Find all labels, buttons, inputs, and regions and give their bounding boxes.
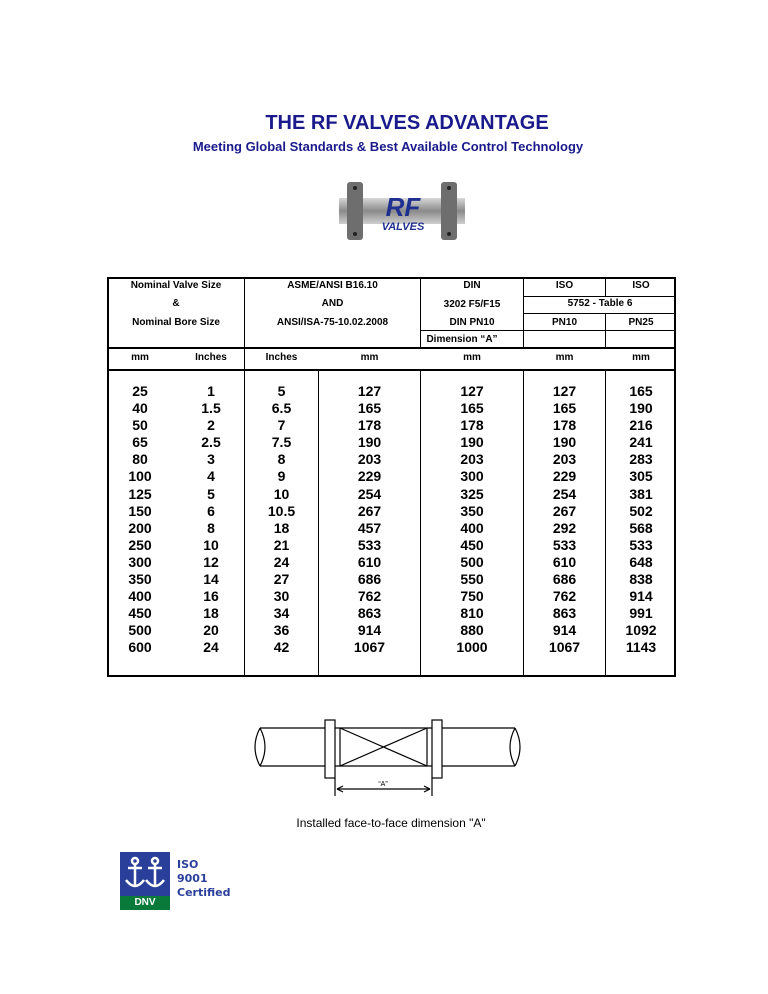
table-cell: 381 xyxy=(629,485,653,502)
table-cell: 10 xyxy=(273,485,290,502)
col-mm xyxy=(108,383,172,657)
col-iso-pn10-mm xyxy=(524,383,605,657)
table-cell: 5 xyxy=(207,485,215,502)
table-cell: 267 xyxy=(552,502,577,519)
table-cell: 863 xyxy=(552,605,577,622)
hdr-dimension: Dimension “A” xyxy=(426,334,498,345)
valve-diagram xyxy=(245,716,530,798)
table-cell: 20 xyxy=(203,622,219,639)
table-cell: 24 xyxy=(203,639,219,656)
table-cell: 25 xyxy=(132,383,148,399)
table-cell: 178 xyxy=(357,417,382,434)
hdr-iso-b: ISO xyxy=(632,280,650,291)
table-cell: 914 xyxy=(552,622,577,639)
table-cell: 325 xyxy=(460,485,484,502)
hdr-iso-table: 5752 - Table 6 xyxy=(567,298,633,309)
table-cell: 686 xyxy=(357,571,382,588)
iso-split-rule xyxy=(523,296,676,297)
table-cell: 300 xyxy=(128,553,152,570)
hdr-nominal-3: Nominal Bore Size xyxy=(132,317,220,328)
table-cell: 400 xyxy=(128,588,152,605)
table-cell: 2 xyxy=(207,417,215,434)
table-cell: 762 xyxy=(552,588,577,605)
table-cell: 880 xyxy=(460,622,484,639)
table-cell: 810 xyxy=(460,605,484,622)
table-cell: 203 xyxy=(552,451,577,468)
hdr-iso-a: ISO xyxy=(555,280,574,291)
table-cell: 533 xyxy=(629,536,653,553)
page-title: THE RF VALVES ADVANTAGE xyxy=(265,112,549,134)
unit-mm-1: mm xyxy=(131,352,149,363)
table-cell: 229 xyxy=(357,468,382,485)
table-units-rule xyxy=(107,369,676,371)
table-cell: 610 xyxy=(357,553,382,570)
iso-line: ISO xyxy=(177,858,199,871)
table-cell: 127 xyxy=(552,383,577,399)
table-header-rule xyxy=(107,347,676,349)
table-cell: 4 xyxy=(207,468,215,485)
table-cell: 190 xyxy=(357,434,382,451)
table-cell: 1143 xyxy=(625,639,657,656)
unit-mm-4: mm xyxy=(555,352,574,363)
unit-mm-2: mm xyxy=(360,352,379,363)
table-cell: 305 xyxy=(629,468,653,485)
table-cell: 838 xyxy=(629,571,653,588)
unit-mm-3: mm xyxy=(463,352,481,363)
table-cell: 27 xyxy=(273,571,290,588)
table-cell: 568 xyxy=(629,519,653,536)
table-cell: 502 xyxy=(629,502,653,519)
table-cell: 1067 xyxy=(548,639,581,656)
table-cell: 5 xyxy=(277,383,286,399)
table-cell: 30 xyxy=(273,588,290,605)
table-cell: 125 xyxy=(128,485,152,502)
table-cell: 533 xyxy=(357,536,382,553)
table-cell: 7 xyxy=(277,417,286,434)
table-cell: 34 xyxy=(273,605,290,622)
table-cell: 36 xyxy=(273,622,290,639)
table-cell: 283 xyxy=(629,451,653,468)
col-iso-pn25-mm xyxy=(606,383,676,657)
table-cell: 750 xyxy=(460,588,484,605)
table-cell: 450 xyxy=(460,536,484,553)
table-cell: 229 xyxy=(552,468,577,485)
unit-mm-5: mm xyxy=(632,352,650,363)
table-cell: 550 xyxy=(460,571,484,588)
table-cell: 50 xyxy=(132,417,148,434)
logo-text-top: RF xyxy=(385,192,421,222)
table-cell: 216 xyxy=(629,417,653,434)
table-cell: 450 xyxy=(128,605,152,622)
table-cell: 190 xyxy=(629,400,653,417)
table-cell: 610 xyxy=(552,553,577,570)
table-cell: 165 xyxy=(460,400,484,417)
table-cell: 8 xyxy=(207,519,215,536)
table-cell: 42 xyxy=(273,639,290,656)
table-cell: 6 xyxy=(207,502,215,519)
table-cell: 150 xyxy=(128,502,152,519)
table-cell: 267 xyxy=(357,502,382,519)
col-asme-mm xyxy=(319,383,420,657)
table-cell: 6.5 xyxy=(271,400,292,417)
hdr-din-2: 3202 F5/F15 xyxy=(443,299,501,310)
table-cell: 350 xyxy=(128,571,152,588)
hdr-iso-pn25: PN25 xyxy=(628,317,654,328)
table-cell: 3 xyxy=(207,451,215,468)
hdr-din-1: DIN xyxy=(463,280,481,291)
unit-inches-2: Inches xyxy=(265,352,298,363)
col-din-mm xyxy=(421,383,523,657)
rf-valves-logo xyxy=(333,178,471,244)
table-cell: 21 xyxy=(273,536,290,553)
table-cell: 9 xyxy=(277,468,286,485)
hdr-asme-2: AND xyxy=(321,298,344,309)
table-cell: 40 xyxy=(132,400,148,417)
table-cell: 24 xyxy=(273,553,290,570)
table-cell: 1092 xyxy=(625,622,657,639)
table-cell: 254 xyxy=(552,485,577,502)
certified-line: Certified xyxy=(177,886,231,899)
table-cell: 8 xyxy=(277,451,286,468)
iso-split-rule-2 xyxy=(523,313,676,314)
table-cell: 7.5 xyxy=(271,434,292,451)
table-cell: 18 xyxy=(203,605,219,622)
table-cell: 100 xyxy=(128,468,152,485)
table-cell: 178 xyxy=(460,417,484,434)
dnv-iso-badge xyxy=(120,852,240,908)
hdr-asme-3: ANSI/ISA-75-10.02.2008 xyxy=(276,317,389,328)
hdr-asme-1: ASME/ANSI B16.10 xyxy=(287,280,378,291)
table-cell: 300 xyxy=(460,468,484,485)
unit-inches-1: Inches xyxy=(195,352,227,363)
iso-number: 9001 xyxy=(177,872,208,885)
hdr-nominal-1: Nominal Valve Size xyxy=(130,280,222,291)
table-cell: 254 xyxy=(357,485,382,502)
table-cell: 914 xyxy=(357,622,382,639)
hdr-din-3: DIN PN10 xyxy=(449,317,495,328)
table-cell: 241 xyxy=(629,434,653,451)
table-cell: 80 xyxy=(132,451,148,468)
table-cell: 127 xyxy=(357,383,382,399)
hdr-iso-pn10: PN10 xyxy=(551,317,577,328)
table-cell: 178 xyxy=(552,417,577,434)
table-cell: 686 xyxy=(552,571,577,588)
table-cell: 14 xyxy=(203,571,219,588)
table-cell: 500 xyxy=(460,553,484,570)
table-cell: 914 xyxy=(629,588,653,605)
table-cell: 127 xyxy=(460,383,484,399)
table-cell: 10.5 xyxy=(267,502,296,519)
dimension-rule xyxy=(420,330,676,331)
table-cell: 500 xyxy=(128,622,152,639)
table-cell: 1.5 xyxy=(201,400,221,417)
table-cell: 648 xyxy=(629,553,653,570)
table-cell: 18 xyxy=(273,519,290,536)
table-cell: 350 xyxy=(460,502,484,519)
table-cell: 250 xyxy=(128,536,152,553)
table-cell: 400 xyxy=(460,519,484,536)
table-cell: 292 xyxy=(552,519,577,536)
table-cell: 200 xyxy=(128,519,152,536)
table-cell: 165 xyxy=(629,383,653,399)
table-cell: 190 xyxy=(460,434,484,451)
dnv-label: DNV xyxy=(120,896,170,910)
dimension-a-label: “A” xyxy=(378,781,388,788)
table-cell: 1067 xyxy=(353,639,386,656)
page-subtitle: Meeting Global Standards & Best Available Control Technology xyxy=(192,139,584,154)
table-cell: 2.5 xyxy=(201,434,221,451)
table-cell: 600 xyxy=(128,639,152,656)
table-cell: 203 xyxy=(357,451,382,468)
diagram-caption: Installed face-to-face dimension "A" xyxy=(296,816,486,830)
table-cell: 203 xyxy=(460,451,484,468)
table-cell: 10 xyxy=(203,536,219,553)
table-cell: 533 xyxy=(552,536,577,553)
hdr-nominal-2: & xyxy=(172,298,180,309)
table-cell: 65 xyxy=(132,434,148,451)
table-cell: 1000 xyxy=(456,639,488,656)
table-cell: 1 xyxy=(207,383,215,399)
table-cell: 12 xyxy=(203,553,219,570)
iso-cert-text xyxy=(177,858,230,900)
col-inches xyxy=(178,383,244,657)
table-cell: 863 xyxy=(357,605,382,622)
table-cell: 190 xyxy=(552,434,577,451)
table-cell: 165 xyxy=(552,400,577,417)
table-cell: 165 xyxy=(357,400,382,417)
logo-text-bottom: VALVES xyxy=(381,221,425,233)
table-cell: 762 xyxy=(357,588,382,605)
col-asme-inches xyxy=(245,383,318,657)
table-cell: 991 xyxy=(629,605,653,622)
table-cell: 457 xyxy=(357,519,382,536)
table-cell: 16 xyxy=(203,588,219,605)
